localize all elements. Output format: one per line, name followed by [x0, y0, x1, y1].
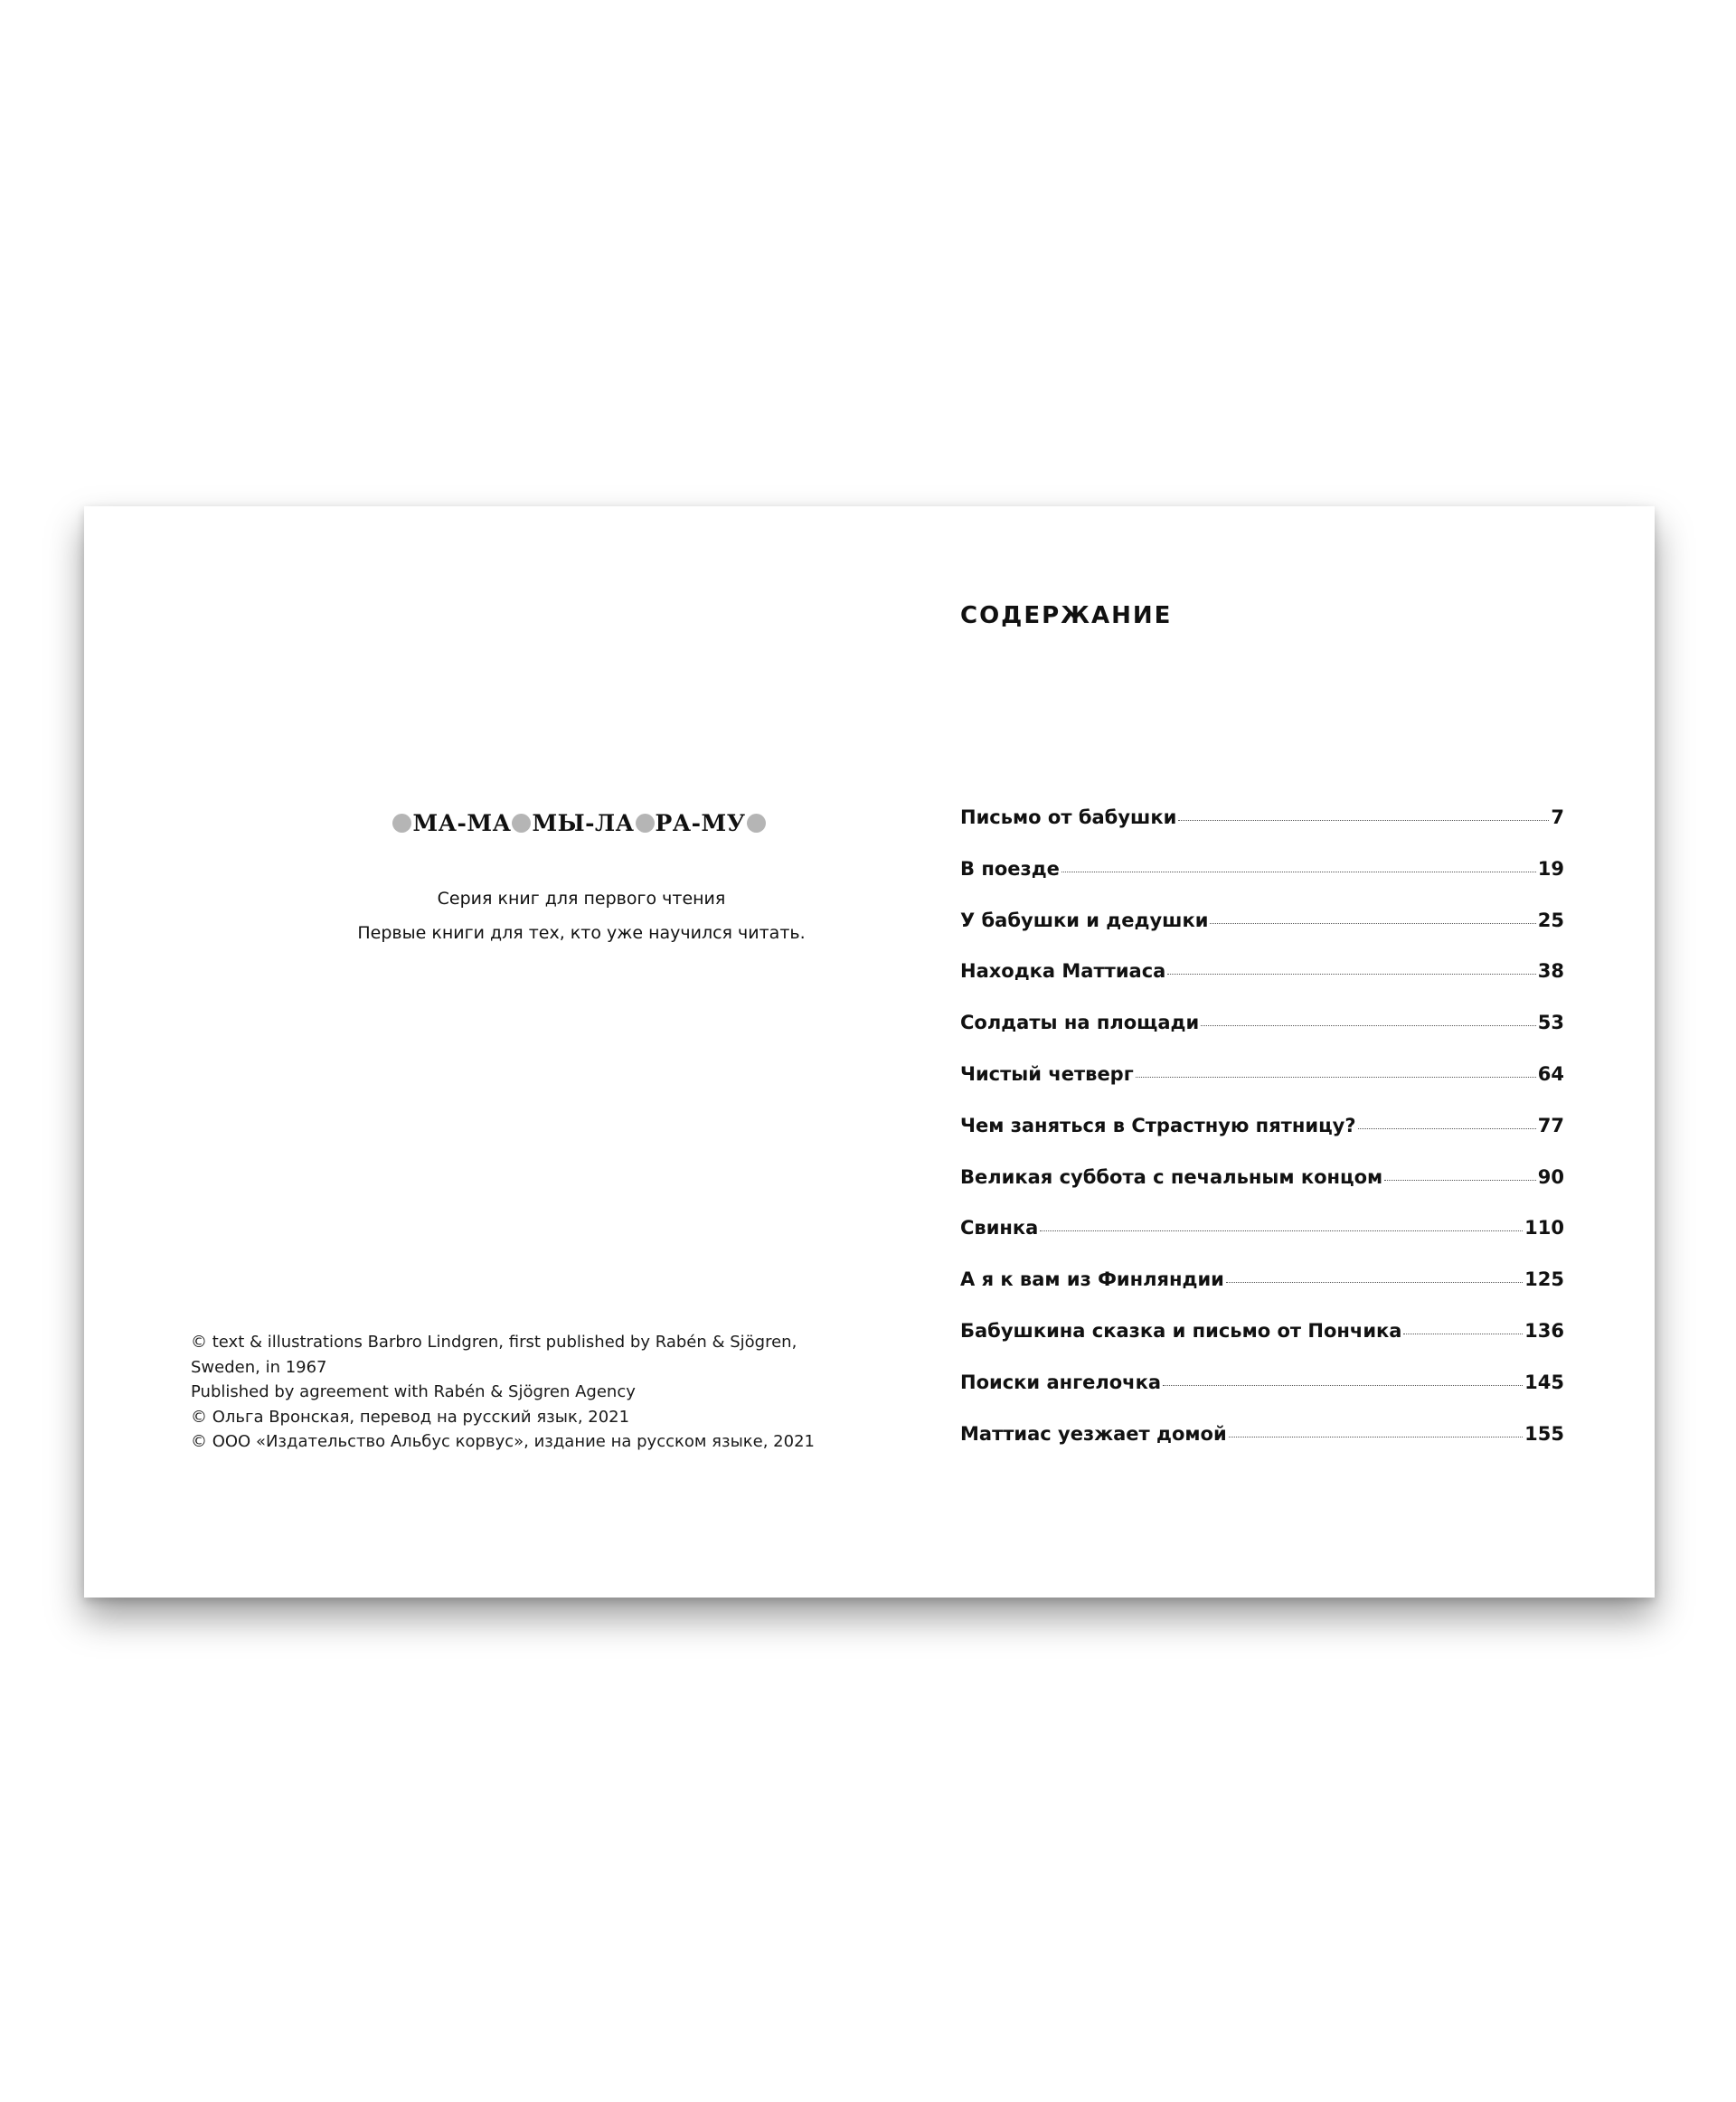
copyright-line: Sweden, in 1967	[191, 1357, 327, 1377]
toc-entry	[960, 858, 1564, 910]
toc-entry-title: Свинка	[960, 1217, 1039, 1240]
dot-leader	[1201, 1025, 1536, 1026]
dot-leader	[1210, 923, 1535, 924]
dot-leader	[1178, 820, 1549, 821]
toc-entry	[960, 1268, 1564, 1320]
copyright-line: Published by agreement with Rabén & Sjögren Agency	[191, 1382, 636, 1401]
toc-entry	[960, 910, 1564, 961]
toc-entry	[960, 1423, 1564, 1475]
toc-entry	[960, 960, 1564, 1012]
toc-entry-page: 125	[1524, 1268, 1564, 1291]
series-logo-word: МЫ-ЛА	[532, 810, 635, 836]
logo-dot	[392, 814, 411, 833]
toc-entry-title: В поезде	[960, 857, 1060, 880]
toc-entry-title: Маттиас уезжает домой	[960, 1422, 1227, 1445]
toc-entry-page: 136	[1524, 1319, 1564, 1342]
toc-entry-page: 110	[1524, 1217, 1564, 1240]
toc-heading: СОДЕРЖАНИЕ	[960, 602, 1173, 629]
copyright-block	[191, 1330, 878, 1455]
dot-leader	[1358, 1128, 1536, 1129]
copyright-line: © ООО «Издательство Альбус корвус», издание на русском языке, 2021	[191, 1432, 815, 1451]
copyright-line: © Ольга Вронская, перевод на русский язык, 2021	[191, 1407, 630, 1427]
logo-dot	[636, 814, 655, 833]
series-logo-word: МА-МА	[412, 810, 512, 836]
dot-leader	[1384, 1180, 1536, 1181]
toc-entry	[960, 806, 1564, 858]
toc-entry-page: 145	[1524, 1371, 1564, 1393]
toc-entry-title: Чем заняться в Страстную пятницу?	[960, 1114, 1356, 1136]
toc-entry-page: 155	[1524, 1422, 1564, 1445]
toc-entry-title: Поиски ангелочка	[960, 1371, 1161, 1393]
book-spread	[84, 506, 1655, 1598]
series-description: Серия книг для первого чтения	[437, 889, 726, 909]
toc-entry-title: Солдаты на площади	[960, 1012, 1200, 1034]
series-logo-word: РА-МУ	[655, 810, 746, 836]
toc-entry	[960, 1217, 1564, 1268]
toc-entry	[960, 1063, 1564, 1115]
toc-entry-page: 25	[1537, 909, 1564, 931]
toc-entry-page: 64	[1537, 1062, 1564, 1085]
dot-leader	[1040, 1230, 1523, 1231]
toc-entry-page: 38	[1537, 960, 1564, 983]
toc-entry-title: Великая суббота с печальным концом	[960, 1165, 1383, 1188]
toc-entry	[960, 1012, 1564, 1063]
dot-leader	[1167, 974, 1535, 975]
toc-entry-page: 19	[1537, 857, 1564, 880]
toc-entry-page: 53	[1537, 1012, 1564, 1034]
dot-leader	[1163, 1385, 1523, 1386]
toc-entry-title: У бабушки и дедушки	[960, 909, 1209, 931]
series-logo	[319, 810, 839, 836]
toc-entry-title: Находка Маттиаса	[960, 960, 1166, 983]
copyright-line: © text & illustrations Barbro Lindgren, first published by Rabén & Sjögren,	[191, 1333, 797, 1352]
toc-entry-title: Чистый четверг	[960, 1062, 1134, 1085]
toc-entry-title: Письмо от бабушки	[960, 806, 1177, 828]
logo-dot	[747, 814, 766, 833]
table-of-contents	[960, 806, 1564, 1474]
toc-entry-title: А я к вам из Финляндии	[960, 1268, 1224, 1291]
dot-leader	[1226, 1282, 1523, 1283]
series-tagline: Первые книги для тех, кто уже научился читать.	[357, 923, 806, 943]
toc-entry	[960, 1371, 1564, 1423]
toc-entry-page: 7	[1551, 806, 1564, 828]
toc-entry	[960, 1166, 1564, 1218]
toc-entry-page: 77	[1537, 1114, 1564, 1136]
toc-entry	[960, 1320, 1564, 1371]
toc-entry-page: 90	[1537, 1165, 1564, 1188]
logo-dot	[512, 814, 531, 833]
dot-leader	[1136, 1077, 1536, 1078]
toc-entry	[960, 1115, 1564, 1166]
toc-entry-title: Бабушкина сказка и письмо от Пончика	[960, 1319, 1402, 1342]
